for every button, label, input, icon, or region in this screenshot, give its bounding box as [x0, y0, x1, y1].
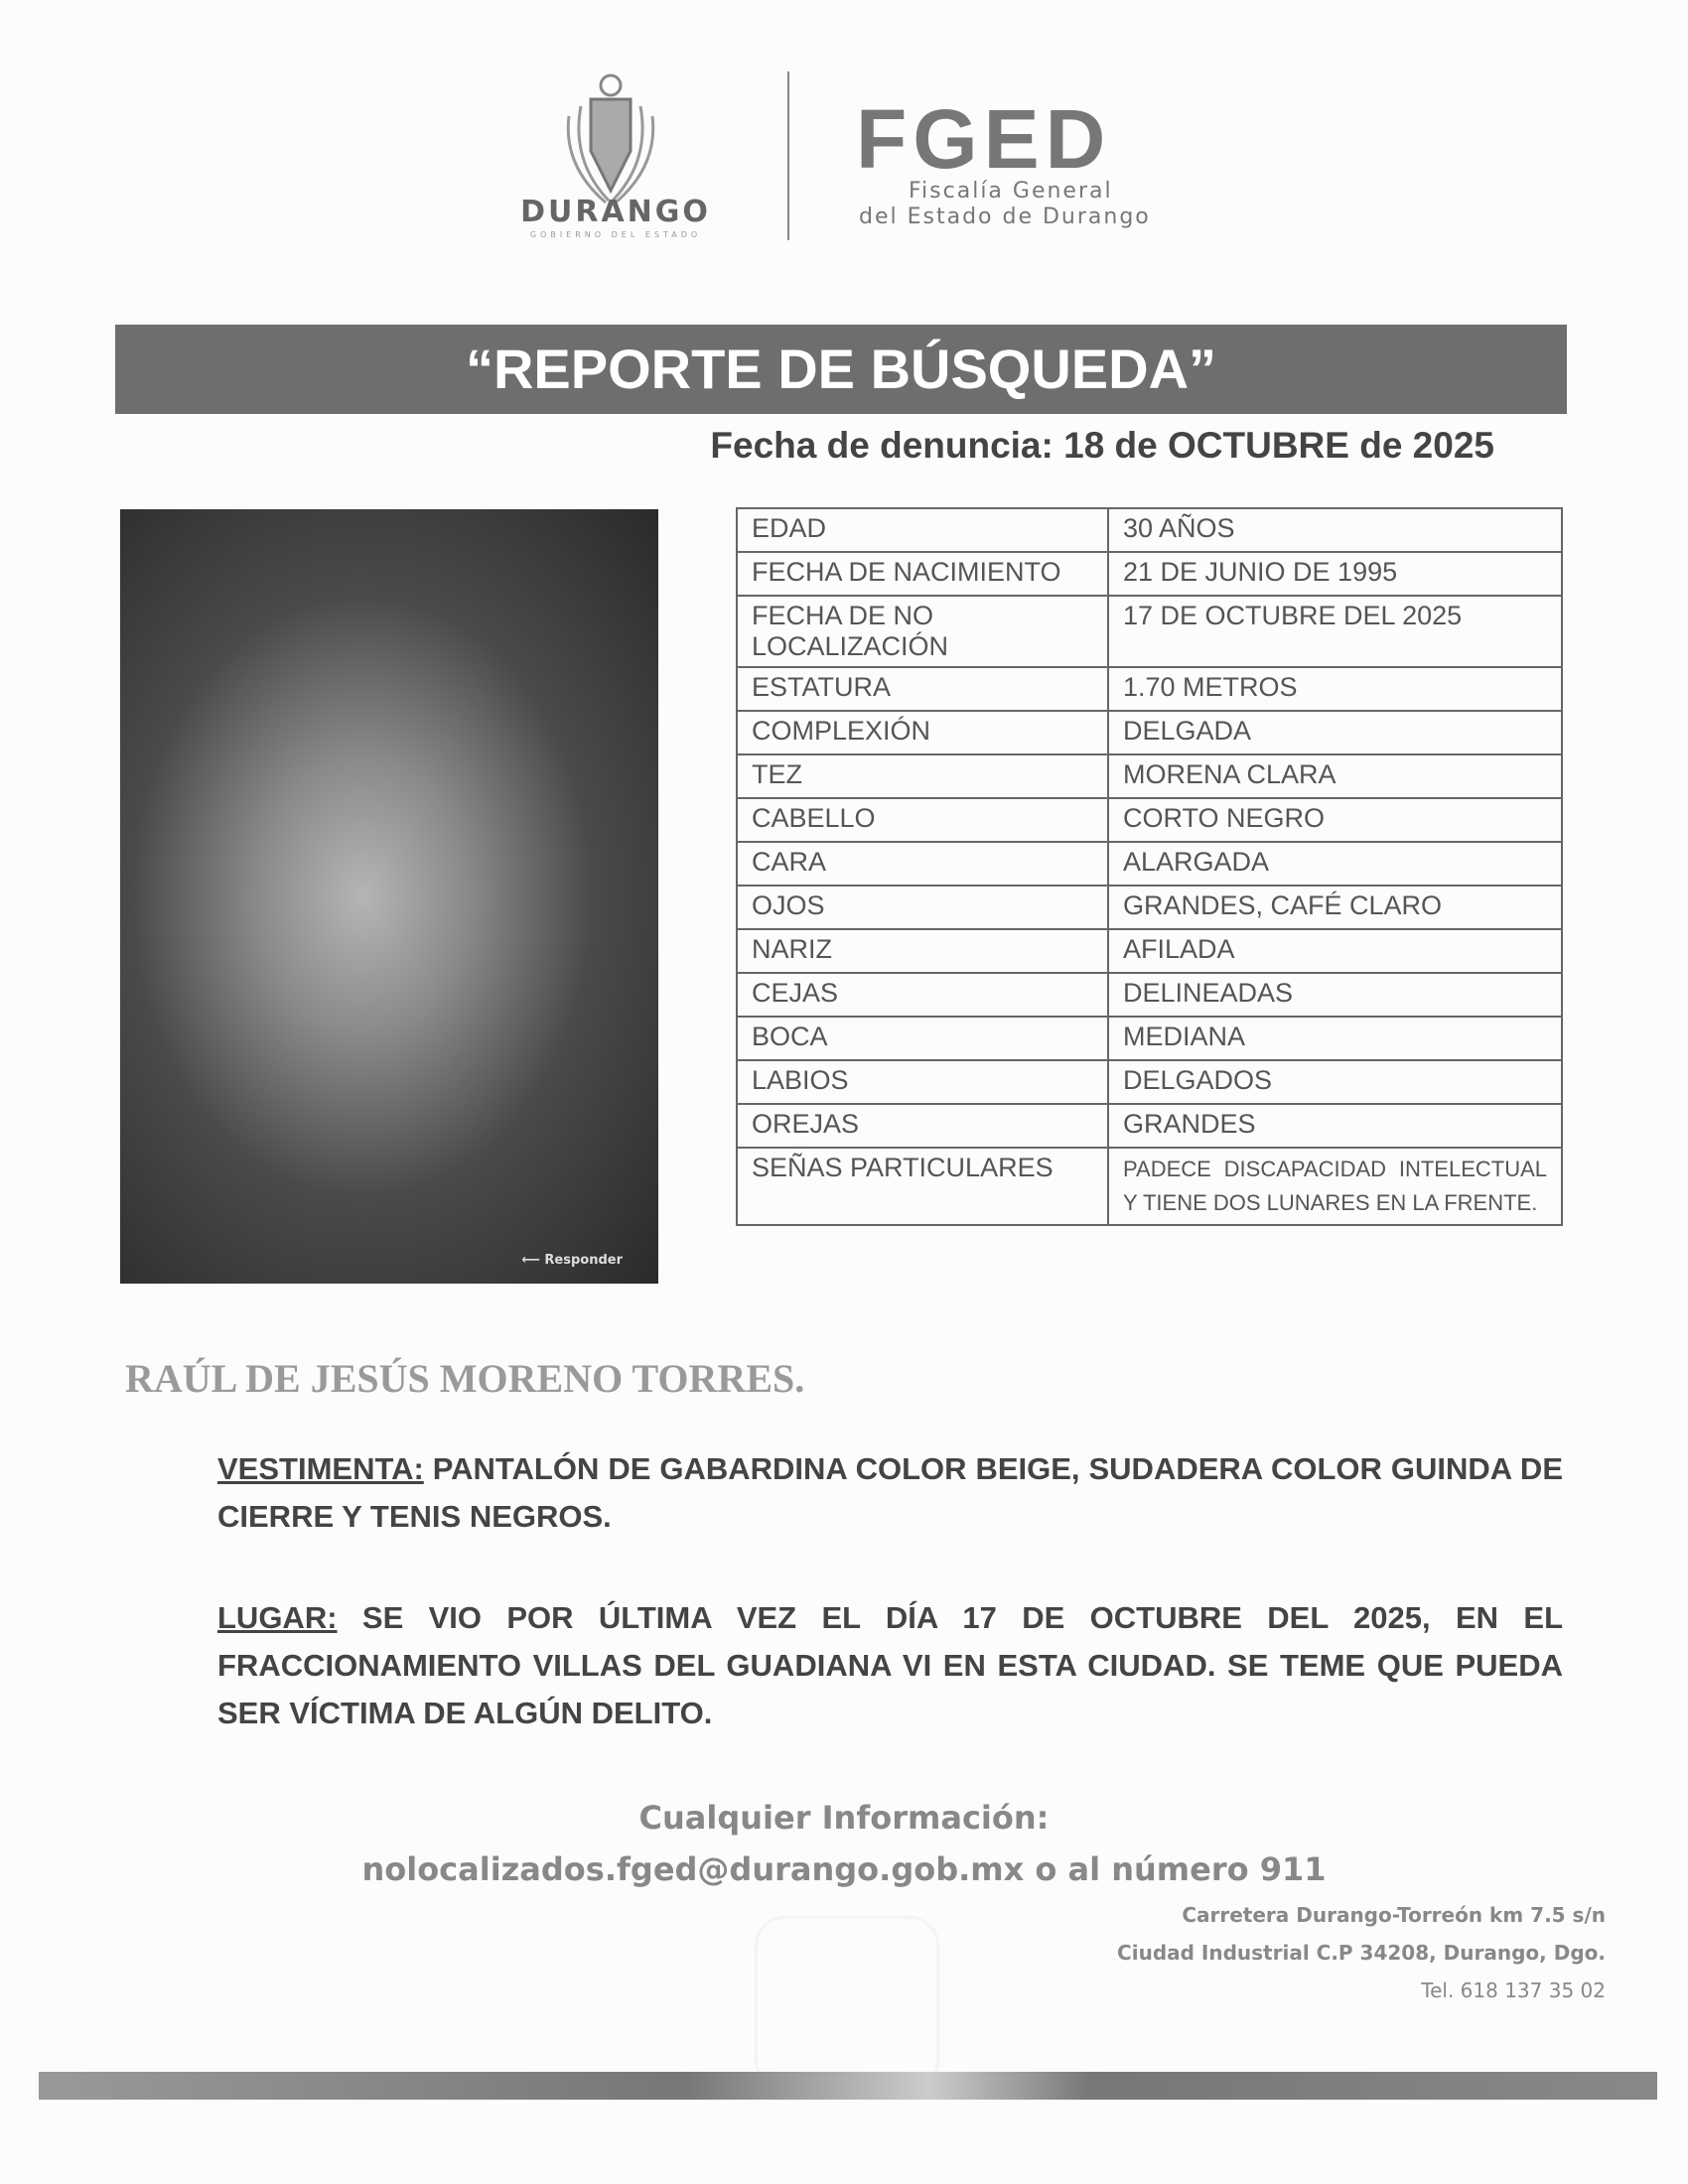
report-date: Fecha de denuncia: 18 de OCTUBRE de 2025	[710, 425, 1494, 466]
details-label: ESTATURA	[737, 667, 1108, 711]
details-label: CEJAS	[737, 973, 1108, 1017]
details-row	[737, 754, 1562, 798]
address-line1: Carretera Durango-Torreón km 7.5 s/n	[1182, 1903, 1606, 1927]
details-label: OREJAS	[737, 1104, 1108, 1148]
details-value: MORENA CLARA	[1108, 754, 1562, 798]
details-row	[737, 552, 1562, 596]
details-label: TEZ	[737, 754, 1108, 798]
details-row	[737, 1060, 1562, 1104]
details-value: MEDIANA	[1108, 1017, 1562, 1060]
details-row	[737, 798, 1562, 842]
details-value: DELINEADAS	[1108, 973, 1562, 1017]
details-row	[737, 667, 1562, 711]
details-value: PADECE DISCAPACIDAD INTELECTUAL Y TIENE DOS LUNARES EN LA FRENTE.	[1108, 1148, 1562, 1225]
place-text: SE VIO POR ÚLTIMA VEZ EL DÍA 17 DE OCTUBRE DEL 2025, EN EL FRACCIONAMIENTO VILLAS DEL GUADIANA VI EN ESTA CIUDAD. SE TEME QUE PUEDA SER VÍCTIMA DE ALGÚN DELITO.	[217, 1600, 1563, 1730]
details-row	[737, 711, 1562, 754]
report-title: “REPORTE DE BÚSQUEDA”	[115, 325, 1567, 414]
person-details-table	[736, 507, 1563, 1226]
details-row	[737, 1104, 1562, 1148]
details-value: GRANDES, CAFÉ CLARO	[1108, 886, 1562, 929]
details-value: 21 DE JUNIO DE 1995	[1108, 552, 1562, 596]
details-value: AFILADA	[1108, 929, 1562, 973]
fged-name-line2: del Estado de Durango	[859, 205, 1151, 229]
details-label: COMPLEXIÓN	[737, 711, 1108, 754]
photo-reply-caption: ⟵ Responder	[521, 1253, 623, 1268]
contact-heading: Cualquier Información:	[638, 1799, 1050, 1837]
details-value: 30 AÑOS	[1108, 508, 1562, 552]
details-label: OJOS	[737, 886, 1108, 929]
details-value: 17 DE OCTUBRE DEL 2025	[1108, 596, 1562, 667]
address-line2: Ciudad Industrial C.P 34208, Durango, Dgo.	[1117, 1941, 1606, 1965]
clothing-label: VESTIMENTA:	[217, 1451, 424, 1486]
details-label: NARIZ	[737, 929, 1108, 973]
details-row	[737, 886, 1562, 929]
details-label: FECHA DE NACIMIENTO	[737, 552, 1108, 596]
details-value: DELGADOS	[1108, 1060, 1562, 1104]
details-row	[737, 508, 1562, 552]
details-label: EDAD	[737, 508, 1108, 552]
durango-logo-subtitle: GOBIERNO DEL ESTADO	[529, 230, 702, 239]
details-row	[737, 1017, 1562, 1060]
details-row	[737, 596, 1562, 667]
address-block	[1117, 1896, 1606, 2009]
fged-logo: FGED	[856, 92, 1112, 186]
details-label: BOCA	[737, 1017, 1108, 1060]
details-value: DELGADA	[1108, 711, 1562, 754]
footer-bar	[39, 2072, 1657, 2100]
contact-info	[298, 1792, 1390, 1895]
person-name: RAÚL DE JESÚS MORENO TORRES.	[125, 1356, 805, 1401]
details-label: FECHA DE NO LOCALIZACIÓN	[737, 596, 1108, 667]
details-label: CABELLO	[737, 798, 1108, 842]
details-row	[737, 973, 1562, 1017]
place-paragraph	[217, 1594, 1563, 1737]
fged-name-line1: Fiscalía General	[909, 179, 1113, 204]
details-row	[737, 929, 1562, 973]
address-phone: Tel. 618 137 35 02	[1421, 1979, 1606, 2002]
details-row	[737, 1148, 1562, 1225]
contact-phone-suffix: o al número 911	[1024, 1850, 1327, 1888]
place-label: LUGAR:	[217, 1600, 338, 1635]
details-label: SEÑAS PARTICULARES	[737, 1148, 1108, 1225]
clothing-text: PANTALÓN DE GABARDINA COLOR BEIGE, SUDADERA COLOR GUINDA DE CIERRE Y TENIS NEGROS.	[217, 1451, 1563, 1534]
details-row	[737, 842, 1562, 886]
details-label: LABIOS	[737, 1060, 1108, 1104]
details-value: CORTO NEGRO	[1108, 798, 1562, 842]
clothing-paragraph	[217, 1445, 1563, 1541]
durango-logo-text: DURANGO	[520, 195, 711, 229]
details-value: ALARGADA	[1108, 842, 1562, 886]
details-label: CARA	[737, 842, 1108, 886]
missing-person-photo	[120, 509, 658, 1284]
watermark-seal	[755, 1916, 939, 2091]
details-value: GRANDES	[1108, 1104, 1562, 1148]
durango-seal-icon	[551, 71, 670, 210]
details-value: 1.70 METROS	[1108, 667, 1562, 711]
logo-divider	[787, 71, 789, 240]
contact-email-link[interactable]: nolocalizados.fged@durango.gob.mx	[361, 1850, 1025, 1888]
